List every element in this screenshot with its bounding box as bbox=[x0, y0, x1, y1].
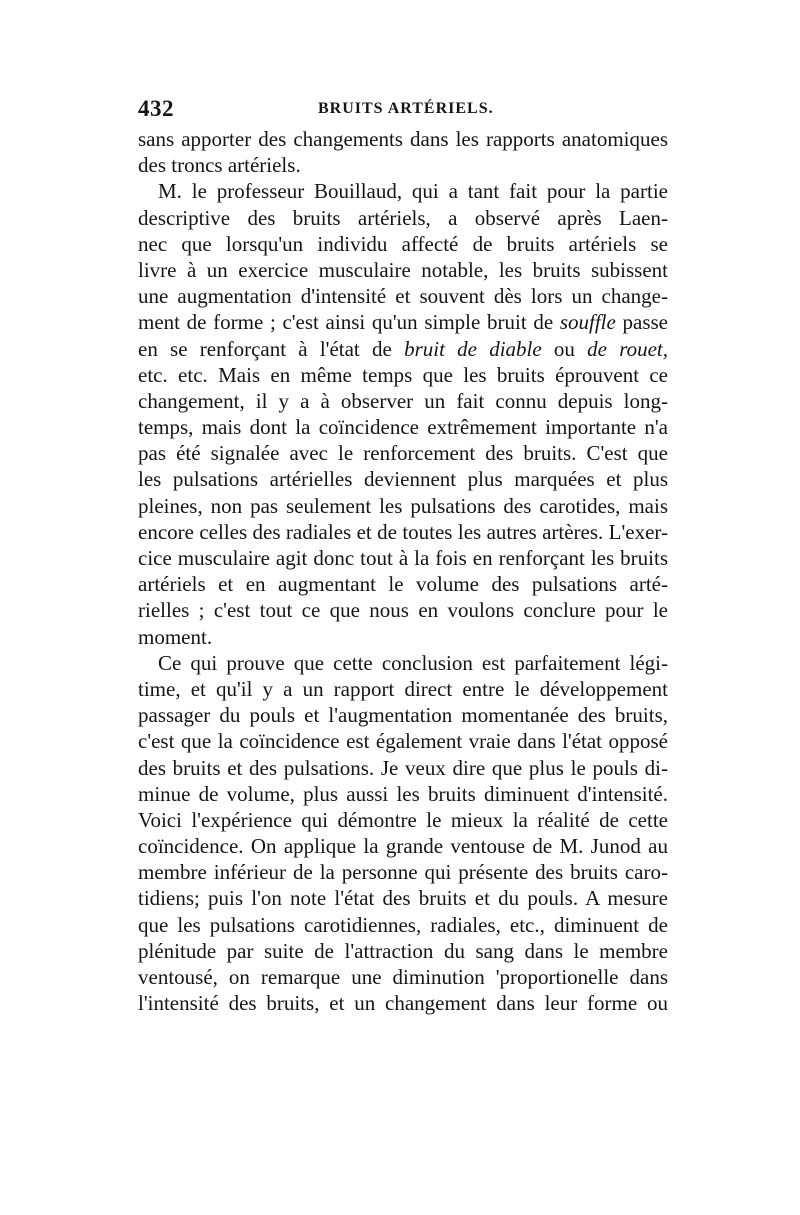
text-line: membre inférieur de la personne qui présente des bruits caro- bbox=[138, 860, 668, 885]
page-header bbox=[138, 96, 668, 126]
text-run: passe bbox=[615, 310, 668, 335]
text-line: l'intensité des bruits, et un changement dans leur forme ou bbox=[138, 991, 668, 1016]
italic-term: de rouet, bbox=[587, 336, 669, 361]
text-line: pas été signalée avec le renforcement des bruits. C'est que bbox=[138, 441, 668, 466]
text-line: Voici l'expérience qui démontre le mieux la réalité de cette bbox=[138, 807, 668, 832]
text-line: minue de volume, plus aussi les bruits diminuent d'intensité. bbox=[138, 781, 668, 806]
italic-term: bruit de diable bbox=[404, 336, 542, 361]
text-line: plénitude par suite de l'attraction du sang dans le membre bbox=[138, 938, 668, 963]
text-line: que les pulsations carotidiennes, radiales, etc., diminuent de bbox=[138, 912, 668, 937]
text-line: pleines, non pas seulement les pulsations des carotides, mais bbox=[138, 493, 668, 518]
text-line: Ce qui prouve que cette conclusion est parfaitement légi- bbox=[158, 650, 668, 675]
text-line: moment. bbox=[138, 624, 213, 649]
text-line: les pulsations artérielles deviennent plus marquées et plus bbox=[138, 467, 668, 492]
body-text bbox=[138, 126, 668, 1016]
text-line: livre à un exercice musculaire notable, les bruits subissent bbox=[138, 257, 668, 282]
text-line: coïncidence. On applique la grande ventouse de M. Junod au bbox=[138, 834, 668, 859]
text-line: une augmentation d'intensité et souvent dès lors un change- bbox=[138, 284, 668, 309]
text-line: encore celles des radiales et de toutes les autres artères. L'exer- bbox=[138, 519, 668, 544]
text-line bbox=[138, 336, 668, 362]
text-run: ou bbox=[541, 336, 588, 361]
text-line: temps, mais dont la coïncidence extrêmement importante n'a bbox=[138, 415, 668, 440]
text-line: etc. etc. Mais en même temps que les bruits éprouvent ce bbox=[138, 362, 668, 387]
text-line: sans apporter des changements dans les rapports anatomiques bbox=[138, 127, 668, 151]
text-line: artériels et en augmentant le volume des pulsations arté- bbox=[138, 572, 668, 597]
text-line: ventousé, on remarque une diminution 'proportionelle dans bbox=[138, 965, 668, 989]
text-line: passager du pouls et l'augmentation momentanée des bruits, bbox=[138, 703, 668, 728]
text-line: c'est que la coïncidence est également vraie dans l'état opposé bbox=[138, 729, 668, 754]
text-line: des troncs artériels. bbox=[138, 153, 301, 178]
text-line: des bruits et des pulsations. Je veux dire que plus le pouls di- bbox=[138, 755, 668, 780]
running-title: BRUITS ARTÉRIELS. bbox=[318, 100, 494, 117]
page-number: 432 bbox=[138, 96, 174, 121]
text-line: time, et qu'il y a un rapport direct entre le développement bbox=[138, 676, 668, 701]
italic-term: souffle bbox=[559, 310, 616, 335]
text-line: cice musculaire agit donc tout à la fois en renforçant les bruits bbox=[138, 546, 668, 570]
text-run: ment de forme ; c'est ainsi qu'un simple bruit de bbox=[138, 310, 560, 335]
text-line: tidiens; puis l'on note l'état des bruits et du pouls. A mesure bbox=[138, 886, 668, 911]
text-line bbox=[138, 309, 668, 335]
text-line: nec que lorsqu'un individu affecté de bruits artériels se bbox=[138, 231, 668, 256]
text-line: changement, il y a à observer un fait connu depuis long- bbox=[138, 388, 668, 413]
text-line: M. le professeur Bouillaud, qui a tant fait pour la partie bbox=[158, 179, 668, 204]
text-line: descriptive des bruits artériels, a observé après Laen- bbox=[138, 205, 668, 230]
text-line: rielles ; c'est tout ce que nous en voulons conclure pour le bbox=[138, 598, 668, 623]
text-run: en se renforçant à l'état de bbox=[138, 336, 405, 361]
